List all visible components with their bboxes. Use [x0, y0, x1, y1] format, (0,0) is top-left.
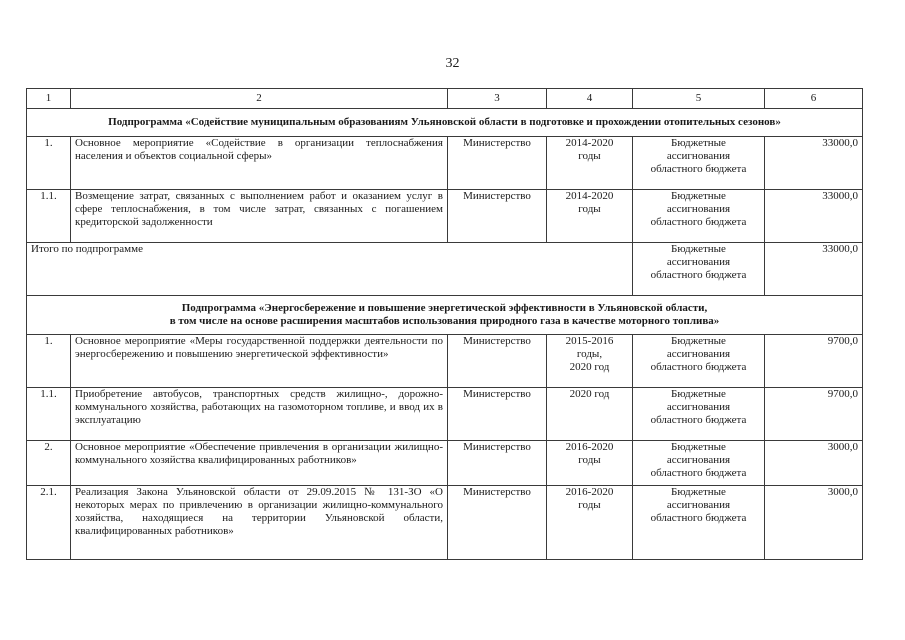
table-row — [27, 388, 863, 441]
period — [547, 388, 633, 441]
header-col-5: 5 — [633, 89, 765, 109]
source-line: областного бюджета — [650, 216, 747, 228]
subprogram-2-title-line: в том числе на основе расширения масштабов использования природного газа в качестве моторного топлива» — [169, 315, 720, 327]
amount: 9700,0 — [765, 335, 863, 388]
source-line: ассигнования — [666, 203, 731, 215]
period-line: годы — [578, 150, 601, 162]
source-line: Бюджетные — [671, 137, 726, 149]
source-line: областного бюджета — [650, 269, 747, 281]
funding-source — [633, 335, 765, 388]
period — [547, 190, 633, 243]
funding-source — [633, 137, 765, 190]
source-line: Бюджетные — [671, 335, 726, 347]
period-line: 2015-2016 — [565, 335, 614, 347]
row-number: 2. — [27, 441, 71, 486]
header-col-4: 4 — [547, 89, 633, 109]
executor: Министерство — [448, 441, 547, 486]
subprogram-2-title-line: Подпрограмма «Энергосбережение и повышение энергетической эффективности в Ульяновской области, — [181, 302, 708, 314]
activity-description: Возмещение затрат, связанных с выполнением работ и оказанием услуг в сфере теплоснабжения, в том числе затрат, связанных с погашением кредиторской задолженности — [71, 190, 448, 243]
subprogram-1-title-row — [27, 109, 863, 137]
source-line: областного бюджета — [650, 512, 747, 524]
source-line: Бюджетные — [671, 441, 726, 453]
source-line: Бюджетные — [671, 243, 726, 255]
amount: 3000,0 — [765, 441, 863, 486]
period — [547, 486, 633, 560]
executor: Министерство — [448, 137, 547, 190]
funding-source — [633, 190, 765, 243]
amount: 3000,0 — [765, 486, 863, 560]
row-number: 1. — [27, 335, 71, 388]
header-col-2: 2 — [71, 89, 448, 109]
period-line: 2014-2020 — [565, 190, 614, 202]
source-line: областного бюджета — [650, 361, 747, 373]
activity-description: Основное мероприятие «Обеспечение привлечения в организации жилищно-коммунального хозяйства квалифицированных работников» — [71, 441, 448, 486]
source-line: областного бюджета — [650, 163, 747, 175]
header-col-1: 1 — [27, 89, 71, 109]
total-amount: 33000,0 — [765, 243, 863, 296]
source-line: ассигнования — [666, 401, 731, 413]
program-table — [26, 88, 863, 560]
funding-source — [633, 388, 765, 441]
subprogram-1-total-row — [27, 243, 863, 296]
subprogram-2-title-row — [27, 296, 863, 335]
period — [547, 441, 633, 486]
source-line: ассигнования — [666, 348, 731, 360]
source-line: ассигнования — [666, 256, 731, 268]
source-line: Бюджетные — [671, 190, 726, 202]
header-col-6: 6 — [765, 89, 863, 109]
source-line: Бюджетные — [671, 486, 726, 498]
source-line: Бюджетные — [671, 388, 726, 400]
period-line: 2020 год — [569, 388, 610, 400]
column-number-header-row — [27, 89, 863, 109]
source-line: ассигнования — [666, 454, 731, 466]
source-line: областного бюджета — [650, 467, 747, 479]
subprogram-1-title: Подпрограмма «Содействие муниципальным образованиям Ульяновской области в подготовке и прохождении отопительных сезонов» — [27, 109, 863, 137]
executor: Министерство — [448, 335, 547, 388]
row-number: 1.1. — [27, 190, 71, 243]
executor: Министерство — [448, 486, 547, 560]
subprogram-2-title — [27, 296, 863, 335]
amount: 9700,0 — [765, 388, 863, 441]
row-number: 1.1. — [27, 388, 71, 441]
header-col-3: 3 — [448, 89, 547, 109]
row-number: 2.1. — [27, 486, 71, 560]
activity-description: Приобретение автобусов, транспортных средств жилищно-, дорожно-коммунального хозяйства, работающих на газомоторном топливе, и ввод их в эксплуатацию — [71, 388, 448, 441]
executor: Министерство — [448, 190, 547, 243]
period — [547, 137, 633, 190]
activity-description: Основное мероприятие «Содействие в организации теплоснабжения населения и объектов социальной сферы» — [71, 137, 448, 190]
period-line: годы — [578, 203, 601, 215]
period-line: годы — [578, 499, 601, 511]
table-row — [27, 486, 863, 560]
source-line: ассигнования — [666, 150, 731, 162]
activity-description: Основное мероприятие «Меры государственной поддержки деятельности по энергосбережению и повышению энергетической эффективности» — [71, 335, 448, 388]
table-row — [27, 441, 863, 486]
amount: 33000,0 — [765, 137, 863, 190]
funding-source — [633, 441, 765, 486]
funding-source — [633, 486, 765, 560]
period-line: 2016-2020 — [565, 486, 614, 498]
period — [547, 335, 633, 388]
source-line: ассигнования — [666, 499, 731, 511]
table-row — [27, 137, 863, 190]
table-row — [27, 335, 863, 388]
page-number: 32 — [445, 56, 460, 71]
total-label: Итого по подпрограмме — [27, 243, 633, 296]
period-line: 2016-2020 — [565, 441, 614, 453]
amount: 33000,0 — [765, 190, 863, 243]
period-line: годы — [578, 454, 601, 466]
table-row — [27, 190, 863, 243]
executor: Министерство — [448, 388, 547, 441]
source-line: областного бюджета — [650, 414, 747, 426]
period-line: годы, — [576, 348, 603, 360]
row-number: 1. — [27, 137, 71, 190]
period-line: 2014-2020 — [565, 137, 614, 149]
period-line: 2020 год — [569, 361, 610, 373]
activity-description: Реализация Закона Ульяновской области от 29.09.2015 № 131-ЗО «О некоторых мерах по привлечению в организации жилищно-коммунального хозяйства, находящиеся на территории Ульяновской области, квалифицированных работников» — [71, 486, 448, 560]
funding-source — [633, 243, 765, 296]
